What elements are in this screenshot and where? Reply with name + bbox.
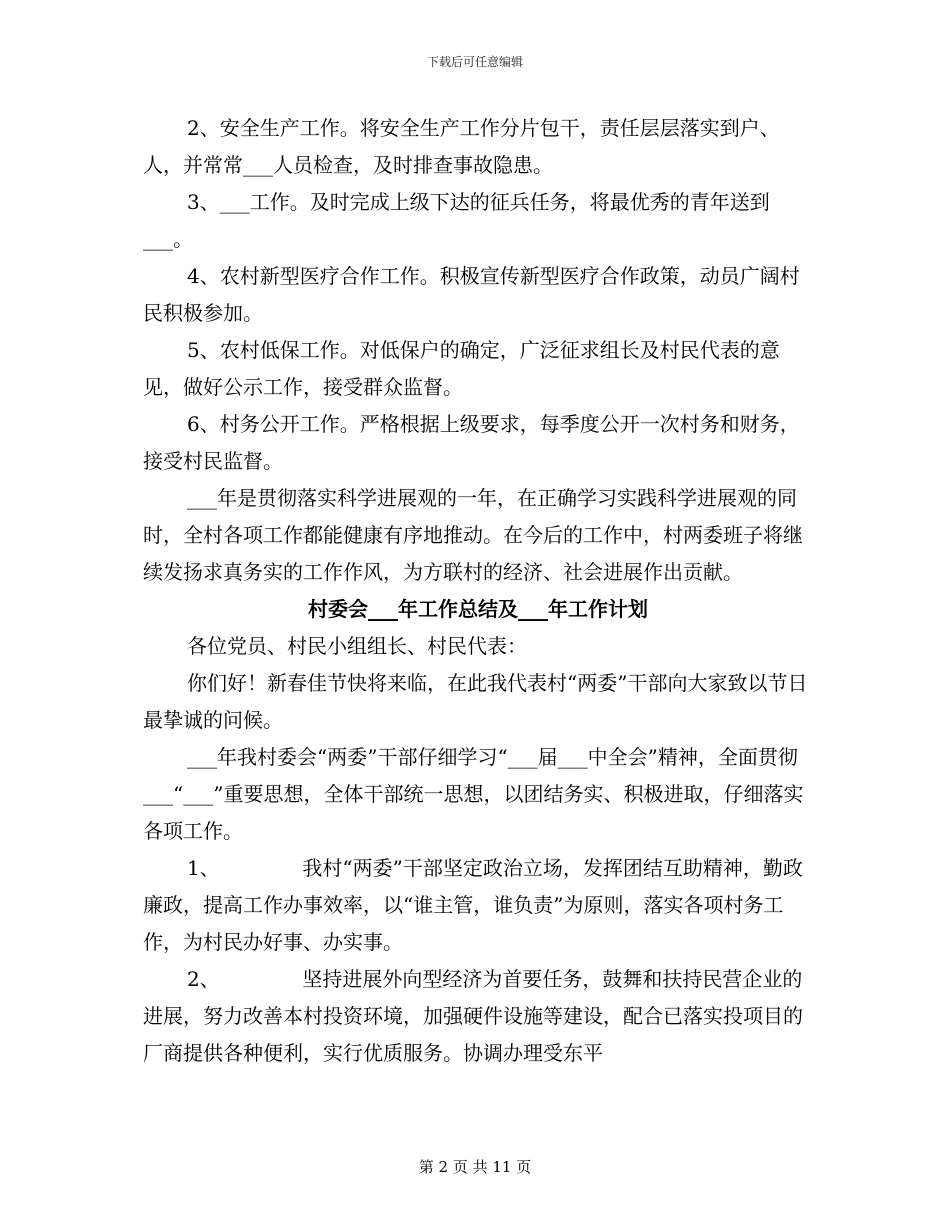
paragraph: ___年是贯彻落实科学进展观的一年，在正确学习实践科学进展观的同时，全村各项工作都能健康有序地推动。在今后的工作中，村两委班子将继续发扬求真务实的工作作风，为方联村的经济、社会进展作出贡献。 — [143, 486, 803, 584]
document-body — [143, 110, 813, 1072]
paragraph: 2、 坚持进展外向型经济为首要任务，鼓舞和扶持民营企业的进展，努力改善本村投资环境，加强硬件设施等建设，配合已落实投项目的厂商提供各种便利，实行优质服务。协调办理受东平 — [143, 967, 803, 1065]
paragraph: 各位党员、村民小组组长、村民代表： — [187, 634, 527, 658]
paragraph: 1、 我村“两委”干部坚定政治立场，发挥团结互助精神，勤政廉政，提高工作办事效率，以“谁主管，谁负责”为原则，落实各项村务工作，为村民办好事、办实事。 — [143, 856, 803, 954]
paragraph: 3、___工作。及时完成上级下达的征兵任务，将最优秀的青年送到___。 — [143, 190, 770, 251]
paragraph: 6、村务公开工作。严格根据上级要求，每季度公开一次村务和财务，接受村民监督。 — [143, 412, 800, 473]
section-title: 村委会___年工作总结及___年工作计划 — [308, 597, 648, 621]
paragraph: 2、安全生产工作。将安全生产工作分片包干，责任层层落实到户、人，并常常___人员检查，及时排查事故隐患。 — [143, 116, 780, 177]
page-header: 下载后可任意编辑 — [426, 55, 523, 69]
paragraph: 你们好！新春佳节快将来临，在此我代表村“两委”干部向大家致以节日最挚诚的问候。 — [143, 671, 808, 732]
paragraph: 4、农村新型医疗合作工作。积极宣传新型医疗合作政策，动员广阔村民积极参加。 — [143, 264, 800, 325]
paragraph: 5、农村低保工作。对低保户的确定，广泛征求组长及村民代表的意见，做好公示工作，接受群众监督。 — [143, 338, 780, 399]
paragraph: ___年我村委会“两委”干部仔细学习“___届___中全会”精神，全面贯彻___“___”重要思想，全体干部统一思想，以团结务实、积极进取，仔细落实各项工作。 — [143, 745, 804, 843]
page-footer: 第 2 页 共 11 页 — [418, 1158, 532, 1176]
